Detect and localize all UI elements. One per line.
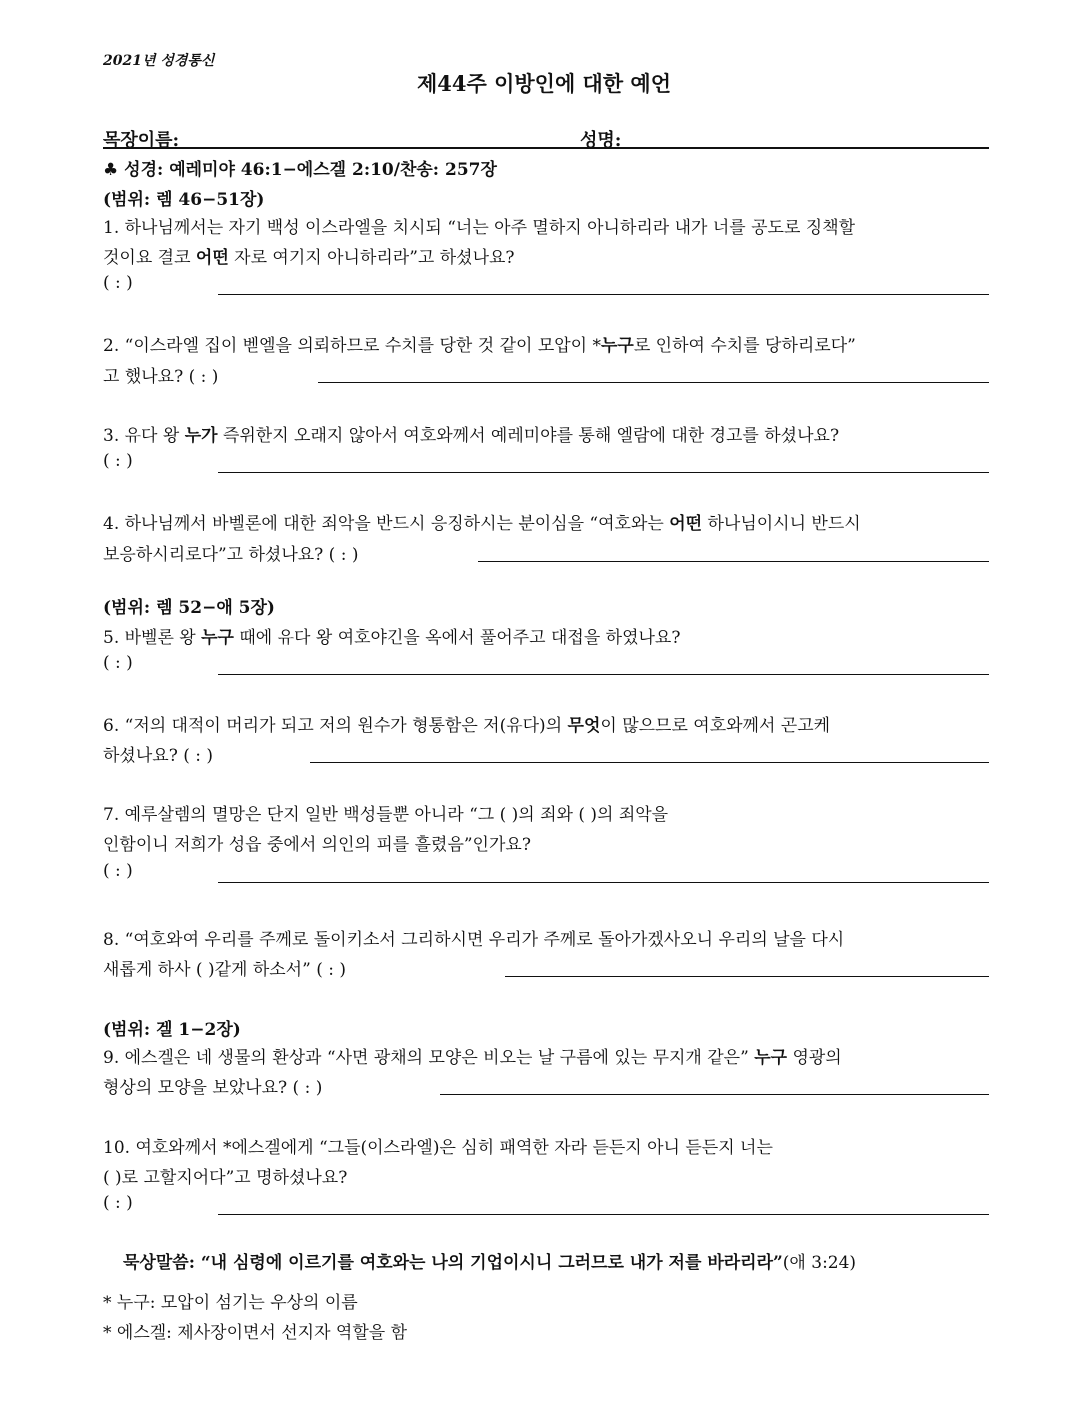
question-3-answer-ref: ( : ): [103, 451, 133, 471]
question-4-answer-line[interactable]: [478, 561, 989, 562]
question-7-answer-ref: ( : ): [103, 861, 133, 881]
footnote-2: * 에스겔: 제사장이면서 선지자 역할을 함: [103, 1323, 407, 1343]
question-3-line-1: 3. 유다 왕 누가 즉위한지 오래지 않아서 여호와께서 예레미야를 통해 엘람에 대한 경고를 하셨나요?: [103, 426, 840, 446]
question-5-line-1: 5. 바벨론 왕 누구 때에 유다 왕 여호야긴을 옥에서 풀어주고 대접을 하였나요?: [103, 628, 681, 648]
scripture-line: ♣ 성경: 예레미야 46:1−에스겔 2:10/찬송: 257장: [103, 160, 497, 180]
question-5-answer-line[interactable]: [218, 674, 989, 675]
question-1-line-1: 1. 하나님께서는 자기 백성 이스라엘을 치시되 “너는 아주 멸하지 아니하리라 내가 너를 공도로 징책할: [103, 218, 856, 238]
question-1-line-2: 것이요 결코 어떤 자로 여기지 아니하리라”고 하셨나요?: [103, 248, 515, 268]
question-1-answer-line[interactable]: [218, 294, 989, 295]
section-range-3: (범위: 겔 1−2장): [103, 1020, 241, 1040]
question-10-answer-ref: ( : ): [103, 1193, 133, 1213]
name-field-label: 성명:: [580, 130, 622, 151]
question-2-line-2: 고 했나요? ( : ): [103, 367, 219, 387]
question-10-answer-line[interactable]: [218, 1214, 989, 1215]
question-1-answer-ref: ( : ): [103, 273, 133, 293]
question-3-answer-line[interactable]: [218, 472, 989, 473]
footnote-1: * 누구: 모압이 섬기는 우상의 이름: [103, 1293, 358, 1313]
section-range-2: (범위: 렘 52−애 5장): [103, 598, 275, 618]
question-6-answer-line[interactable]: [310, 762, 989, 763]
question-9-line-1: 9. 에스겔은 네 생물의 환상과 “사면 광채의 모양은 비오는 날 구름에 있는 무지개 같은” 누구 영광의: [103, 1048, 842, 1068]
question-2-answer-line[interactable]: [318, 382, 989, 383]
question-5-answer-ref: ( : ): [103, 653, 133, 673]
page-title: 제44주 이방인에 대한 예언: [416, 71, 672, 96]
question-10-line-1: 10. 여호와께서 *에스겔에게 “그들(이스라엘)은 심히 패역한 자라 듣든지 아니 듣든지 너는: [103, 1138, 773, 1158]
question-7-line-1: 7. 예루살렘의 멸망은 단지 일반 백성들뿐 아니라 “그 ( )의 죄와 ( )의 죄악을: [103, 805, 669, 825]
question-8-line-2: 새롭게 하사 ( )같게 하소서” ( : ): [103, 960, 346, 980]
question-9-line-2: 형상의 모양을 보았나요? ( : ): [103, 1078, 323, 1098]
pastor-field-label: 목장이름:: [103, 130, 180, 151]
meditation-verse: 묵상말씀: “내 심령에 이르기를 여호와는 나의 기업이시니 그러므로 내가 저를 바라리라”(애 3:24): [123, 1253, 857, 1273]
header-note: 2021년 성경통신: [103, 53, 215, 69]
question-7-line-2: 인함이니 저희가 성읍 중에서 의인의 피를 흘렸음”인가요?: [103, 835, 531, 855]
question-2-line-1: 2. “이스라엘 집이 벧엘을 의뢰하므로 수치를 당한 것 같이 모압이 *누구로 인하여 수치를 당하리로다”: [103, 336, 856, 356]
question-10-line-2: ( )로 고할지어다”고 명하셨나요?: [103, 1168, 348, 1188]
question-4-line-2: 보응하시리로다”고 하셨나요? ( : ): [103, 545, 359, 565]
question-9-answer-line[interactable]: [440, 1094, 989, 1095]
section-range-1: (범위: 렘 46−51장): [103, 190, 265, 210]
header-rule: [103, 147, 989, 149]
question-8-line-1: 8. “여호와여 우리를 주께로 돌이키소서 그리하시면 우리가 주께로 돌아가겠사오니 우리의 날을 다시: [103, 930, 845, 950]
question-7-answer-line[interactable]: [218, 882, 989, 883]
question-6-line-1: 6. “저의 대적이 머리가 되고 저의 원수가 형통함은 저(유다)의 무엇이 많으므로 여호와께서 곤고케: [103, 716, 831, 736]
question-4-line-1: 4. 하나님께서 바벨론에 대한 죄악을 반드시 응징하시는 분이심을 “여호와는 어떤 하나님이시니 반드시: [103, 514, 861, 534]
question-6-line-2: 하셨나요? ( : ): [103, 746, 214, 766]
question-8-answer-line[interactable]: [505, 976, 989, 977]
